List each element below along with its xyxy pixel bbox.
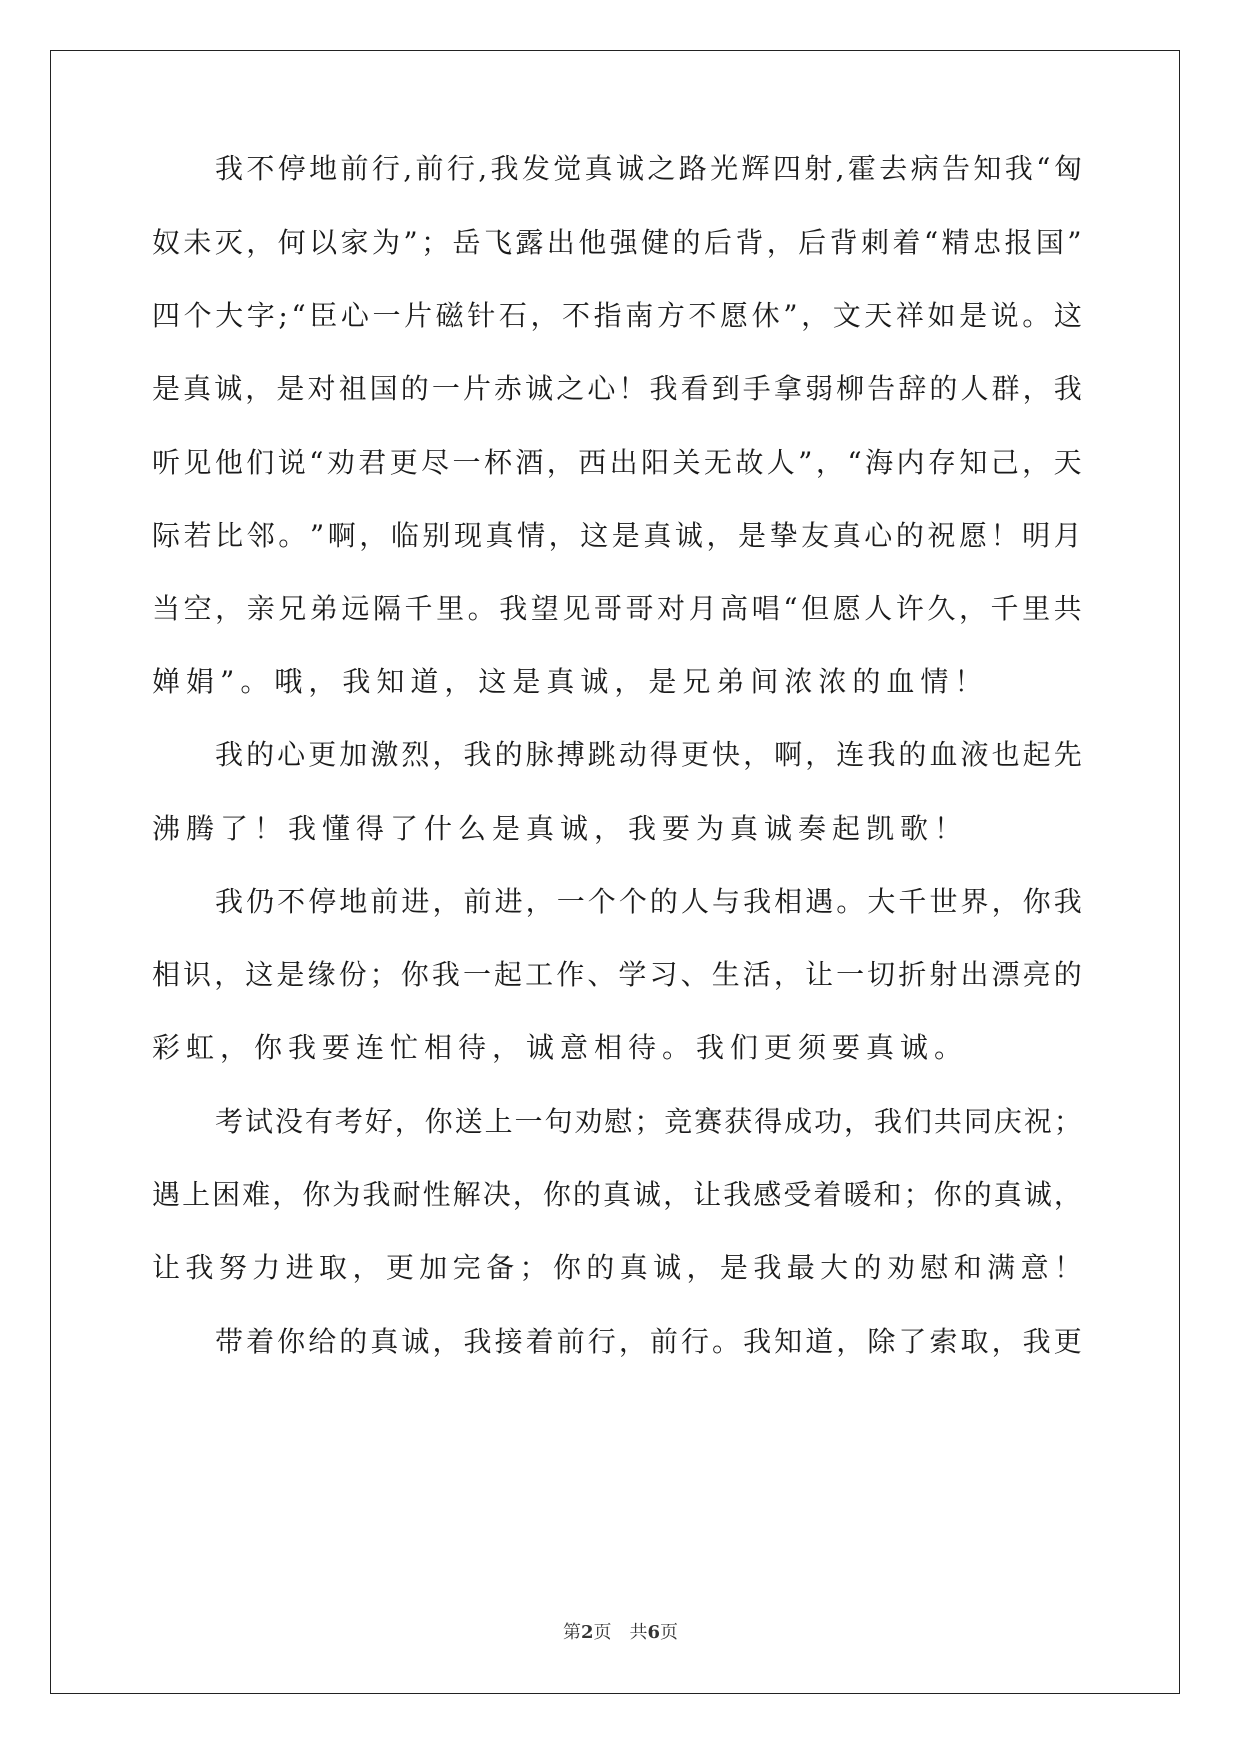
text-line: 是 真 诚 ， 是 对 祖 国 的 一 片 赤 诚 之 心 ！ 我 看 到 手 拿 弱 柳 告 辞 的 人 群 ， 我 bbox=[152, 372, 1082, 405]
text-line: 带 着 你 给 的 真 诚 ， 我 接 着 前 行 ， 前 行 。 我 知 道 ， 除 了 索 取 ， 我 更 bbox=[215, 1325, 1082, 1358]
page-footer bbox=[0, 1618, 1241, 1644]
total-page-count: 6 bbox=[647, 1622, 661, 1643]
text-line: 我 的 心 更 加 激 烈 ， 我 的 脉 搏 跳 动 得 更 快 ， 啊 ， 连 我 的 血 液 也 起 先 bbox=[215, 738, 1082, 771]
text-line: 婵娟”。哦，我知道，这是真诚，是兄弟间浓浓的血情！ bbox=[152, 665, 989, 698]
footer-mid: 页 共 bbox=[593, 1622, 648, 1643]
text-line: 当 空 ， 亲 兄 弟 远 隔 千 里 。 我 望 见 哥 哥 对 月 高 唱 “ 但 愿 人 许 久 ， 千 里 共 bbox=[152, 592, 1082, 625]
footer-suffix: 页 bbox=[660, 1622, 679, 1643]
text-line: 际 若 比 邻 。 ” 啊 ， 临 别 现 真 情 ， 这 是 真 诚 ， 是 挚 友 真 心 的 祝 愿 ！ 明 月 bbox=[152, 519, 1082, 552]
page-border bbox=[50, 50, 1180, 1694]
text-line: 彩虹，你我要连忙相待，诚意相待。我们更须要真诚。 bbox=[152, 1031, 969, 1064]
text-line: 遇 上 困 难 ， 你 为 我 耐 性 解 决 ， 你 的 真 诚 ， 让 我 感 受 着 暖 和 ； 你 的 真 诚 ， bbox=[152, 1178, 1082, 1211]
text-line: 考 试 没 有 考 好 ， 你 送 上 一 句 劝 慰 ； 竞 赛 获 得 成 功 ， 我 们 共 同 庆 祝 ； bbox=[215, 1105, 1082, 1138]
text-line: 听 见 他 们 说 “ 劝 君 更 尽 一 杯 酒 ， 西 出 阳 关 无 故 人 ” ， “ 海 内 存 知 己 ， 天 bbox=[152, 446, 1082, 479]
current-page-number: 2 bbox=[580, 1622, 594, 1643]
text-line: 我 仍 不 停 地 前 进 ， 前 进 ， 一 个 个 的 人 与 我 相 遇 。 大 千 世 界 ， 你 我 bbox=[215, 885, 1082, 918]
text-line: 沸腾了！我懂得了什么是真诚，我要为真诚奏起凯歌！ bbox=[152, 812, 969, 845]
text-line: 奴 未 灭 ， 何 以 家 为 ” ； 岳 飞 露 出 他 强 健 的 后 背 ， 后 背 刺 着 “ 精 忠 报 国 ” bbox=[152, 226, 1082, 259]
text-line: 让 我 努 力 进 取 ， 更 加 完 备 ； 你 的 真 诚 ， 是 我 最 大 的 劝 慰 和 满 意 ！ bbox=[152, 1251, 1082, 1284]
footer-prefix: 第 bbox=[562, 1622, 581, 1643]
text-line: 四 个 大 字 ; “ 臣 心 一 片 磁 针 石 ， 不 指 南 方 不 愿 休 ” ， 文 天 祥 如 是 说 。 这 bbox=[152, 299, 1082, 332]
text-line: 相 识 ， 这 是 缘 份 ； 你 我 一 起 工 作 、 学 习 、 生 活 ， 让 一 切 折 射 出 漂 亮 的 bbox=[152, 958, 1082, 991]
text-line: 我 不 停 地 前 行 , 前 行 , 我 发 觉 真 诚 之 路 光 辉 四 射 , 霍 去 病 告 知 我 “ 匈 bbox=[215, 152, 1082, 185]
